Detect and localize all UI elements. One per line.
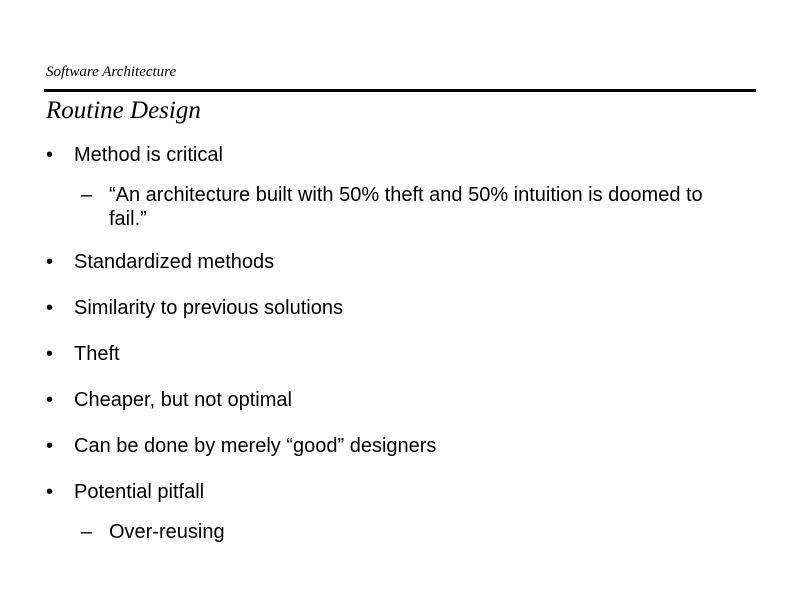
bullet-item xyxy=(46,388,292,412)
sub-bullet-text: Over-reusing xyxy=(109,521,225,543)
bullet-mark: • xyxy=(46,297,54,319)
bullet-mark: • xyxy=(46,389,54,411)
bullet-mark: • xyxy=(46,251,54,273)
bullet-text: Theft xyxy=(74,343,120,365)
bullet-text: Similarity to previous solutions xyxy=(74,297,343,319)
dash-mark: – xyxy=(81,184,93,206)
bullet-item xyxy=(46,342,120,366)
dash-mark: – xyxy=(81,521,93,543)
bullet-item xyxy=(46,296,343,320)
bullet-item xyxy=(46,250,274,274)
bullet-text: Can be done by merely “good” designers xyxy=(74,435,437,457)
bullet-text: Method is critical xyxy=(74,144,223,166)
bullet-text: Cheaper, but not optimal xyxy=(74,389,292,411)
sub-bullet-text: “An architecture built with 50% theft and 50% intuition is doomed to fail.” xyxy=(109,184,703,230)
bullet-mark: • xyxy=(46,481,54,503)
header-divider xyxy=(44,89,756,92)
bullet-mark: • xyxy=(46,435,54,457)
bullet-item xyxy=(46,434,436,458)
slide-title: Routine Design xyxy=(46,97,201,124)
bullet-text: Potential pitfall xyxy=(74,481,205,503)
slide-header: Software Architecture xyxy=(46,64,177,80)
bullet-mark: • xyxy=(46,343,54,365)
sub-bullet-item xyxy=(81,520,721,544)
bullet-item xyxy=(46,480,204,504)
bullet-item xyxy=(46,143,223,167)
bullet-mark: • xyxy=(46,144,54,166)
bullet-text: Standardized methods xyxy=(74,251,275,273)
sub-bullet-item xyxy=(81,183,721,231)
